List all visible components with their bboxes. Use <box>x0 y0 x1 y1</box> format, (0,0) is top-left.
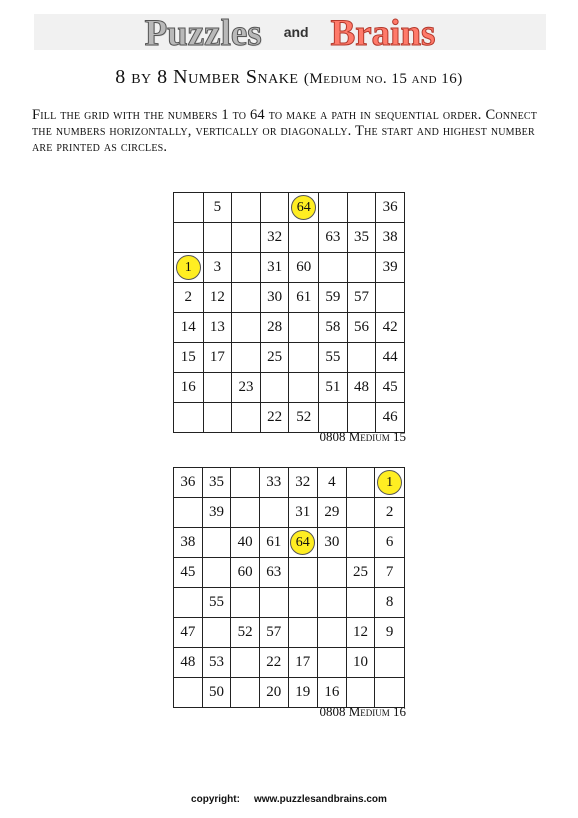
logo-word-brains: Brains <box>330 13 436 54</box>
website-link[interactable]: www.puzzlesandbrains.com <box>253 794 387 805</box>
grid-cell[interactable]: 30 <box>260 283 289 313</box>
grid-cell[interactable]: 44 <box>376 343 405 373</box>
grid-cell[interactable] <box>375 678 405 708</box>
grid-cell[interactable]: 23 <box>232 373 261 403</box>
grid-cell[interactable] <box>346 588 375 618</box>
grid-cell[interactable]: 35 <box>202 468 231 498</box>
grid-cell[interactable] <box>347 343 376 373</box>
grid-cell[interactable]: 46 <box>376 403 405 433</box>
grid-cell[interactable]: 15 <box>174 343 204 373</box>
grid-cell[interactable]: 4 <box>318 468 347 498</box>
grid-cell[interactable] <box>346 528 375 558</box>
grid-cell[interactable]: 17 <box>288 648 318 678</box>
grid-cell[interactable] <box>232 283 261 313</box>
grid-cell[interactable] <box>347 193 376 223</box>
grid-cell[interactable]: 22 <box>259 648 288 678</box>
site-logo <box>34 13 546 54</box>
grid-cell[interactable] <box>289 313 319 343</box>
grid-cell[interactable]: 55 <box>319 343 348 373</box>
grid-cell[interactable] <box>347 403 376 433</box>
grid-cell[interactable]: 2 <box>375 498 405 528</box>
grid-cell[interactable] <box>174 498 203 528</box>
grid-cell[interactable] <box>174 678 203 708</box>
grid-cell[interactable]: 12 <box>346 618 375 648</box>
grid-cell[interactable]: 32 <box>288 468 318 498</box>
grid-cell[interactable]: 45 <box>376 373 405 403</box>
grid-cell[interactable] <box>288 558 318 588</box>
grid-row <box>174 588 405 618</box>
grid-cell[interactable] <box>259 588 288 618</box>
grid-cell[interactable] <box>174 403 204 433</box>
grid-cell[interactable] <box>289 343 319 373</box>
grid-cell[interactable] <box>346 678 375 708</box>
grid-cell[interactable] <box>318 588 347 618</box>
grid-cell[interactable] <box>202 618 231 648</box>
grid-cell[interactable]: 61 <box>289 283 319 313</box>
grid-cell[interactable]: 17 <box>203 343 232 373</box>
grid-cell[interactable]: 31 <box>260 253 289 283</box>
grid-cell[interactable]: 38 <box>376 223 405 253</box>
grid-cell[interactable] <box>202 558 231 588</box>
grid-cell[interactable] <box>232 403 261 433</box>
grid-cell[interactable]: 38 <box>174 528 203 558</box>
grid-cell[interactable] <box>319 403 348 433</box>
grid-cell[interactable]: 36 <box>174 468 203 498</box>
grid-row <box>174 468 405 498</box>
page-title <box>0 66 578 89</box>
circled-number: 1 <box>377 470 402 495</box>
grid-cell[interactable] <box>347 253 376 283</box>
grid-cell[interactable] <box>319 193 348 223</box>
instructions-text: Fill the grid with the numbers 1 to 64 to make a path in sequential order. Connect the numbers horizontally, vertically or diagonally. The start and highest number are printed as circles. <box>32 107 538 155</box>
grid-cell[interactable]: 36 <box>376 193 405 223</box>
grid-cell[interactable]: 57 <box>347 283 376 313</box>
grid-cell[interactable]: 39 <box>202 498 231 528</box>
grid-cell[interactable]: 58 <box>319 313 348 343</box>
grid-cell[interactable]: 16 <box>174 373 204 403</box>
grid-cell[interactable] <box>376 283 405 313</box>
grid-cell[interactable] <box>232 253 261 283</box>
grid-cell[interactable]: 60 <box>231 558 260 588</box>
grid-row <box>174 283 405 313</box>
circled-number: 64 <box>290 530 315 555</box>
grid-cell[interactable] <box>375 468 405 498</box>
grid-cell[interactable]: 31 <box>288 498 318 528</box>
grid-cell[interactable] <box>288 618 318 648</box>
grid-cell[interactable]: 52 <box>289 403 319 433</box>
grid-cell[interactable] <box>259 498 288 528</box>
logo-word-puzzles: Puzzles <box>144 13 262 54</box>
grid-cell[interactable]: 35 <box>347 223 376 253</box>
grid-row <box>174 403 405 433</box>
grid-cell[interactable]: 40 <box>231 528 260 558</box>
grid-cell[interactable] <box>231 468 260 498</box>
grid-cell[interactable]: 48 <box>347 373 376 403</box>
grid-cell[interactable]: 29 <box>318 498 347 528</box>
grid-cell[interactable] <box>346 468 375 498</box>
grid-row <box>174 313 405 343</box>
grid-row <box>174 648 405 678</box>
grid-cell[interactable] <box>203 403 232 433</box>
circled-number: 64 <box>291 195 316 220</box>
grid-cell[interactable]: 32 <box>260 223 289 253</box>
grid-cell[interactable]: 13 <box>203 313 232 343</box>
grid-cell[interactable]: 50 <box>202 678 231 708</box>
grid-cell[interactable] <box>232 193 261 223</box>
grid-cell[interactable]: 5 <box>203 193 232 223</box>
grid-cell[interactable]: 12 <box>203 283 232 313</box>
grid-row <box>174 528 405 558</box>
grid-cell[interactable] <box>232 313 261 343</box>
puzzle-caption-15: 0808 Medium 15 <box>319 429 406 444</box>
grid-cell[interactable] <box>203 223 232 253</box>
grid-cell[interactable]: 9 <box>375 618 405 648</box>
grid-cell[interactable]: 10 <box>346 648 375 678</box>
circled-number: 1 <box>176 255 201 280</box>
grid-cell[interactable] <box>174 193 204 223</box>
page-title-main: 8 by 8 Number Snake <box>115 66 299 88</box>
grid-cell[interactable]: 25 <box>260 343 289 373</box>
grid-cell[interactable]: 60 <box>289 253 319 283</box>
grid-cell[interactable]: 63 <box>259 558 288 588</box>
grid-cell[interactable] <box>289 223 319 253</box>
grid-cell[interactable]: 20 <box>259 678 288 708</box>
grid-row <box>174 498 405 528</box>
grid-cell[interactable]: 55 <box>202 588 231 618</box>
grid-cell[interactable]: 48 <box>174 648 203 678</box>
grid-row <box>174 223 405 253</box>
grid-row <box>174 193 405 223</box>
grid-cell[interactable] <box>260 193 289 223</box>
logo-word-and: and <box>283 24 309 40</box>
grid-cell[interactable]: 30 <box>318 528 347 558</box>
footer <box>0 794 578 805</box>
grid-cell[interactable] <box>288 528 318 558</box>
grid-cell[interactable]: 19 <box>288 678 318 708</box>
grid-cell[interactable]: 61 <box>259 528 288 558</box>
grid-cell[interactable] <box>202 528 231 558</box>
grid-cell[interactable]: 16 <box>318 678 347 708</box>
grid-row <box>174 343 405 373</box>
grid-row <box>174 558 405 588</box>
grid-cell[interactable] <box>289 373 319 403</box>
grid-cell[interactable] <box>174 223 204 253</box>
grid-cell[interactable] <box>318 618 347 648</box>
grid-cell[interactable] <box>231 498 260 528</box>
grid-cell[interactable] <box>231 588 260 618</box>
grid-cell[interactable] <box>231 678 260 708</box>
grid-row <box>174 618 405 648</box>
grid-cell[interactable] <box>319 253 348 283</box>
grid-cell[interactable]: 63 <box>319 223 348 253</box>
copyright-label: copyright: <box>191 794 240 805</box>
grid-cell[interactable]: 39 <box>376 253 405 283</box>
grid-cell[interactable] <box>232 223 261 253</box>
grid-cell[interactable]: 6 <box>375 528 405 558</box>
grid-cell[interactable]: 51 <box>319 373 348 403</box>
grid-cell[interactable] <box>203 373 232 403</box>
grid-cell[interactable]: 7 <box>375 558 405 588</box>
grid-cell[interactable]: 2 <box>174 283 204 313</box>
grid-cell[interactable] <box>260 373 289 403</box>
grid-cell[interactable] <box>346 498 375 528</box>
grid-cell[interactable]: 42 <box>376 313 405 343</box>
grid-cell[interactable] <box>231 648 260 678</box>
grid-cell[interactable] <box>232 343 261 373</box>
grid-cell[interactable]: 56 <box>347 313 376 343</box>
grid-row <box>174 253 405 283</box>
grid-cell[interactable]: 47 <box>174 618 203 648</box>
grid-row <box>174 678 405 708</box>
grid-cell[interactable] <box>174 588 203 618</box>
grid-cell[interactable]: 52 <box>231 618 260 648</box>
grid-cell[interactable]: 3 <box>203 253 232 283</box>
grid-cell[interactable]: 8 <box>375 588 405 618</box>
grid-cell[interactable]: 14 <box>174 313 204 343</box>
grid-row <box>174 373 405 403</box>
grid-cell[interactable]: 22 <box>260 403 289 433</box>
grid-cell[interactable] <box>288 588 318 618</box>
grid-cell[interactable] <box>318 648 347 678</box>
grid-cell[interactable] <box>375 648 405 678</box>
grid-cell[interactable] <box>289 193 319 223</box>
grid-cell[interactable]: 45 <box>174 558 203 588</box>
puzzle-grid-16 <box>173 467 405 708</box>
grid-cell[interactable]: 53 <box>202 648 231 678</box>
grid-cell[interactable]: 57 <box>259 618 288 648</box>
grid-cell[interactable]: 25 <box>346 558 375 588</box>
grid-cell[interactable] <box>318 558 347 588</box>
grid-cell[interactable] <box>174 253 204 283</box>
page-title-subtitle: (Medium no. 15 and 16) <box>303 71 463 87</box>
grid-cell[interactable]: 33 <box>259 468 288 498</box>
puzzle-grid-15 <box>173 192 405 433</box>
grid-cell[interactable]: 59 <box>319 283 348 313</box>
puzzle-caption-16: 0808 Medium 16 <box>319 704 406 719</box>
grid-cell[interactable]: 28 <box>260 313 289 343</box>
